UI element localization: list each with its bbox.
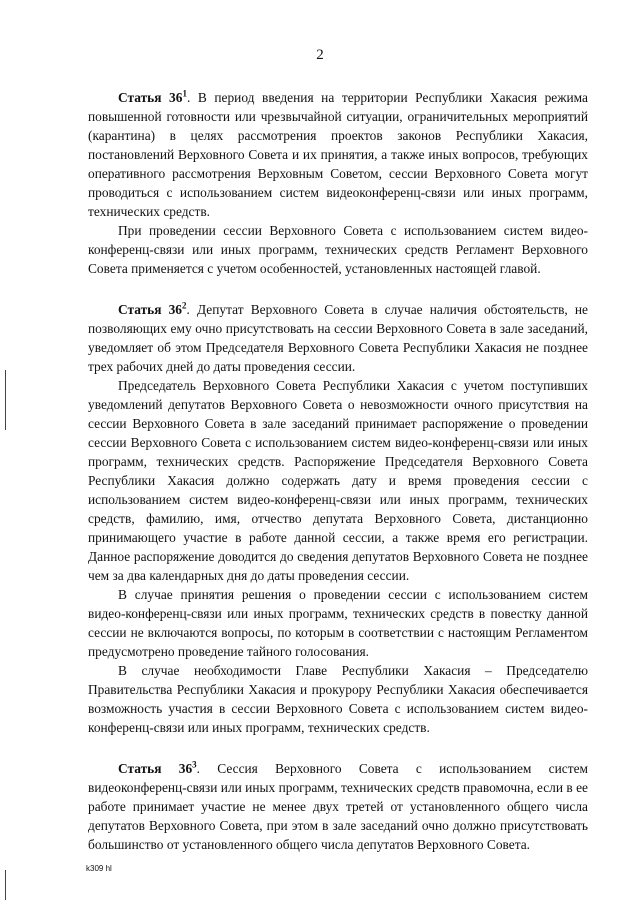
article-paragraph: Председатель Верховного Совета Республики Хакасия с учетом поступивших уведомлений депутатов Верховного Совета о невозможности очного присутствия на сессии Верховного Совета в зале заседаний принимает распоряжение о проведении сессии Верховного Совета с использованием систем видео-конференц-связи или иных программ, технических средств. Распоряжение Председателя Верховного Совета Республики Хакасия должно содержать дату и время проведения сессии с использованием систем видео-конференц-связи или иных программ, технических средств, фамилию, имя, отчество депутата Верховного Совета, дистанционно принимающего участие в работе данной сессии, а также время его регистрации. Данное распоряжение доводится до сведения депутатов Верховного Совета не позднее чем за два календарных дня до даты проведения сессии. (88, 378, 588, 583)
article-36-2 (88, 300, 588, 737)
article-paragraph: В случае необходимости Главе Республики Хакасия – Председателю Правительства Республики Хакасия и прокурору Республики Хакасия обеспечивается возможность участия в сессии Верховного Совета с использованием систем видео-конференц-связи или иных программ, технических средств. (88, 663, 588, 735)
scan-margin-mark (5, 870, 6, 900)
article-paragraph: Статья $36^3$. Сессия Верховного Совета с использованием систем видеоконференц-связи или иных программ, технических средств правомочна, если в ее работе принимает участие не менее двух третей от установленного общего числа депутатов Верховного Совета, при этом в зале заседаний очно должно присутствовать большинство от установленного общего числа депутатов Верховного Совета. (88, 759, 588, 852)
footer-code: k309 hl (86, 864, 112, 873)
article-36-1 (88, 88, 588, 278)
article-paragraph: Статья $36^2$. Депутат Верховного Совета в случае наличия обстоятельств, не позволяющих ему очно присутствовать на сессии Верховного Совета в зале заседаний, уведомляет об этом Председателя Верховного Совета Республики Хакасия не позднее трех рабочих дней до даты проведения сессии. (88, 300, 588, 374)
article-paragraph: При проведении сессии Верховного Совета с использованием систем видео-конференц-связи или иных программ, технических средств Регламент Верховного Совета применяется с учетом особенностей, установленных настоящей главой. (88, 223, 588, 276)
article-paragraph: Статья $36^1$. В период введения на территории Республики Хакасия режима повышенной готовности или чрезвычайной ситуации, ограничительных мероприятий (карантина) в целях рассмотрения проектов законов Республики Хакасия, постановлений Верховного Совета и их принятия, а также иных вопросов, требующих оперативного рассмотрения Верховным Советом, сессии Верховного Совета могут проводиться с использованием систем видеоконференц-связи или иных программ, технических средств. (88, 88, 588, 219)
article-heading: Статья $36^2$ (118, 300, 187, 317)
scan-margin-mark (5, 370, 6, 430)
article-36-3 (88, 759, 588, 854)
article-paragraph: В случае принятия решения о проведении сессии с использованием систем видео-конференц-связи или иных программ, технических средств в повестку данной сессии не включаются вопросы, по которым в соответствии с настоящим Регламентом предусмотрено проведение тайного голосования. (88, 587, 588, 659)
article-heading: Статья $36^1$ (118, 88, 187, 105)
page-number: 2 (316, 47, 324, 63)
document-body (88, 88, 588, 876)
article-heading: Статья $36^3$ (118, 759, 197, 776)
